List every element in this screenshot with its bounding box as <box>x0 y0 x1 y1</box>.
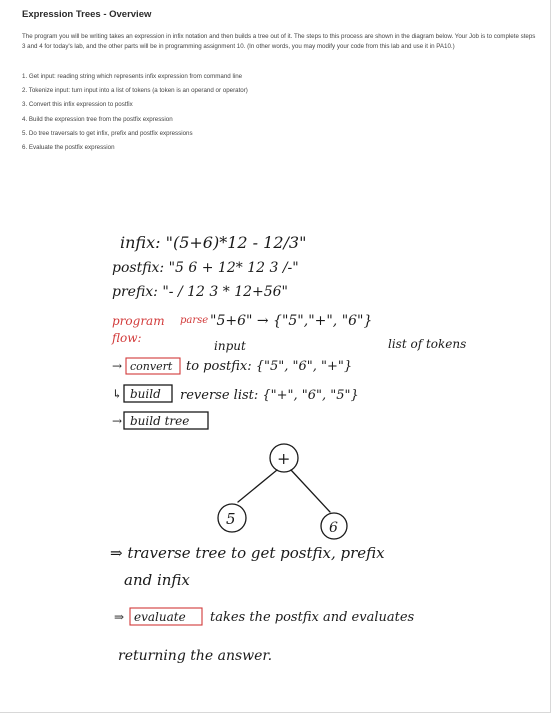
list-item: 5. Do tree traversals to get infix, prefix and postfix expressions <box>22 129 193 137</box>
traverse-line: ⇒ traverse tree to get postfix, prefix <box>110 544 385 562</box>
tree-node-root-label: + <box>277 449 291 468</box>
build-tree-word: build tree <box>130 414 190 428</box>
list-item: 2. Tokenize input: turn input into a list of tokens (a token is an operand or operator) <box>22 87 248 95</box>
list-item: 1. Get input: reading string which represents infix expression from command line <box>22 73 243 80</box>
convert-word: convert <box>130 360 173 373</box>
list-item: 4. Build the expression tree from the postfix expression <box>22 115 173 123</box>
tree-node-left-label: 5 <box>226 510 236 528</box>
implies-glyph: ⇒ <box>114 610 125 624</box>
page-title: Expression Trees - Overview <box>22 9 152 20</box>
evaluate-rest: takes the postfix and evaluates <box>210 610 415 625</box>
evaluate-word: evaluate <box>134 610 186 624</box>
tokens-caption: list of tokens <box>388 337 467 351</box>
parse-label: parse <box>180 315 209 326</box>
intro-paragraph: The program you will be writing takes an expression in infix notation and then builds a tree out of it. The steps to this process are shown in the diagram below. Your Job is to complete steps 3 and 4 for today's lab, and the other parts will be in programming assignment 10. (In other words, you may modify your code from this lab and use it in PA10.) <box>22 33 536 50</box>
flow-label: flow: <box>112 331 142 345</box>
return-arrow-glyph: ↳ <box>112 387 123 401</box>
list-item: 6. Evaluate the postfix expression <box>22 143 115 151</box>
parse-example: "5+6" → {"5","+", "6"} <box>210 313 373 329</box>
input-caption: input <box>214 339 246 353</box>
returning-line: returning the answer. <box>118 648 273 664</box>
tree-edge-right <box>291 470 330 512</box>
arrow-glyph: → <box>112 414 123 428</box>
infix-line: infix: "(5+6)*12 - 12/3" <box>120 233 307 252</box>
tree-edge-left <box>238 470 277 502</box>
tree-node-right-label: 6 <box>329 520 338 536</box>
postfix-line: postfix: "5 6 + 12* 12 3 /-" <box>112 260 299 276</box>
build-rest: reverse list: {"+", "6", "5"} <box>180 388 359 403</box>
list-item: 3. Convert this infix expression to postfix <box>22 101 133 109</box>
arrow-glyph: → <box>112 359 123 373</box>
build-word: build <box>130 387 161 401</box>
traverse-line-2: and infix <box>124 571 190 589</box>
program-label: program <box>112 314 165 328</box>
prefix-line: prefix: "- / 12 3 * 12+56" <box>112 284 288 300</box>
convert-rest: to postfix: {"5", "6", "+"} <box>186 359 353 374</box>
